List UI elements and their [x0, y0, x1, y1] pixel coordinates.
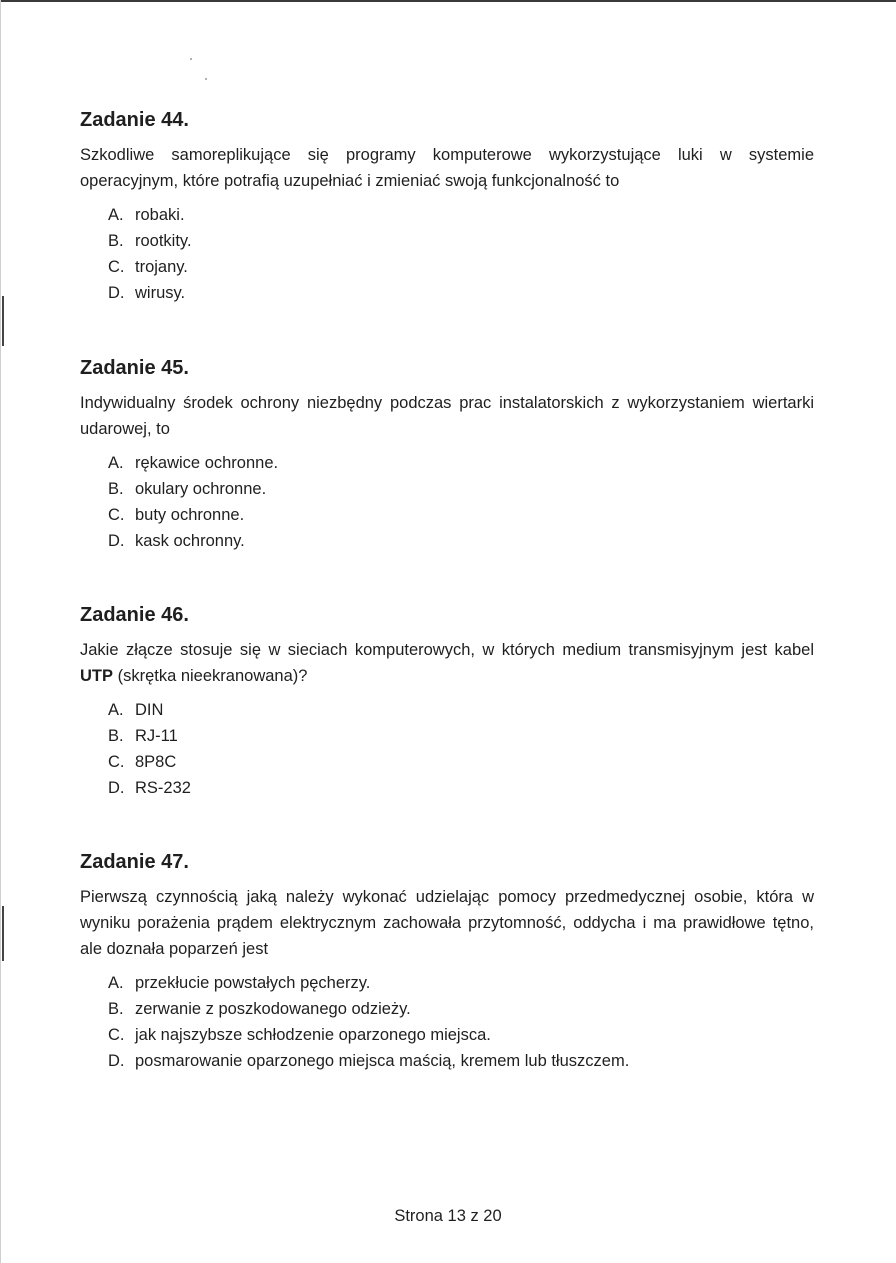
- answer-option-c: [108, 749, 814, 775]
- option-letter: A.: [108, 454, 124, 472]
- option-letter: B.: [108, 727, 124, 745]
- exam-page: [80, 108, 814, 1074]
- task-question: Indywidualny środek ochrony niezbędny podczas prac instalatorskich z wykorzystaniem wiertarki udarowej, to: [80, 394, 814, 438]
- answer-options: [80, 202, 814, 306]
- option-text: 8P8C: [135, 753, 177, 771]
- answer-options: [80, 697, 814, 801]
- option-letter: A.: [108, 974, 124, 992]
- question-text: Jakie złącze stosuje się w sieciach komputerowych, w których medium transmisyjnym jest kabel: [80, 641, 814, 659]
- option-letter: D.: [108, 779, 125, 797]
- option-letter: B.: [108, 232, 124, 250]
- option-text: wirusy.: [135, 284, 186, 302]
- option-letter: A.: [108, 206, 124, 224]
- option-letter: C.: [108, 258, 125, 276]
- answer-option-a: [108, 970, 814, 996]
- option-text: zerwanie z poszkodowanego odzieży.: [135, 1000, 411, 1018]
- task-title: Zadanie 47.: [80, 851, 189, 873]
- task-question: [80, 637, 814, 689]
- option-text: jak najszybsze schłodzenie oparzonego miejsca.: [135, 1026, 491, 1044]
- question-text: (skrętka nieekranowana)?: [113, 667, 308, 685]
- option-letter: B.: [108, 480, 124, 498]
- question-bold-term: UTP: [80, 667, 113, 685]
- task-46: [80, 603, 814, 850]
- answer-option-b: [108, 723, 814, 749]
- option-letter: A.: [108, 701, 124, 719]
- option-text: robaki.: [135, 206, 185, 224]
- option-letter: D.: [108, 1052, 125, 1070]
- task-title: Zadanie 46.: [80, 604, 189, 626]
- option-letter: B.: [108, 1000, 124, 1018]
- task-title: Zadanie 45.: [80, 357, 189, 379]
- task-44: [80, 108, 814, 356]
- option-text: buty ochronne.: [135, 506, 245, 524]
- option-text: rootkity.: [135, 232, 192, 250]
- option-letter: D.: [108, 284, 125, 302]
- option-text: kask ochronny.: [135, 532, 245, 550]
- scan-speck: [190, 58, 192, 60]
- option-text: RJ-11: [135, 727, 178, 745]
- option-letter: D.: [108, 532, 125, 550]
- task-question: Szkodliwe samoreplikujące się programy komputerowe wykorzystujące luki w systemie operacyjnym, które potrafią uzupełniać i zmieniać swoją funkcjonalność to: [80, 146, 814, 190]
- scan-mark-lower: [2, 906, 4, 961]
- answer-option-a: [108, 697, 814, 723]
- page-top-border: [0, 0, 896, 2]
- option-text: DIN: [135, 701, 164, 719]
- answer-options: [80, 970, 814, 1074]
- answer-option-d: [108, 528, 814, 554]
- option-text: rękawice ochronne.: [135, 454, 279, 472]
- option-text: RS-232: [135, 779, 191, 797]
- answer-option-b: [108, 476, 814, 502]
- option-letter: C.: [108, 753, 125, 771]
- option-text: posmarowanie oparzonego miejsca maścią, kremem lub tłuszczem.: [135, 1052, 630, 1070]
- answer-option-d: [108, 1048, 814, 1074]
- answer-option-a: [108, 450, 814, 476]
- option-letter: C.: [108, 506, 125, 524]
- answer-option-b: [108, 228, 814, 254]
- option-text: przekłucie powstałych pęcherzy.: [135, 974, 371, 992]
- option-text: okulary ochronne.: [135, 480, 267, 498]
- task-title: Zadanie 44.: [80, 109, 189, 131]
- option-letter: C.: [108, 1026, 125, 1044]
- answer-options: [80, 450, 814, 554]
- answer-option-d: [108, 775, 814, 801]
- answer-option-b: [108, 996, 814, 1022]
- answer-option-d: [108, 280, 814, 306]
- answer-option-c: [108, 1022, 814, 1048]
- answer-option-c: [108, 254, 814, 280]
- answer-option-c: [108, 502, 814, 528]
- answer-option-a: [108, 202, 814, 228]
- scan-mark-upper: [2, 296, 4, 346]
- task-47: [80, 850, 814, 1074]
- page-number: Strona 13 z 20: [394, 1207, 502, 1225]
- page-left-edge: [0, 0, 1, 1263]
- task-question: Pierwszą czynnością jaką należy wykonać udzielając pomocy przedmedycznej osobie, która w wyniku porażenia prądem elektrycznym zachowała przytomność, oddycha i ma prawidłowe tętno, ale doznała poparzeń jest: [80, 888, 814, 958]
- option-text: trojany.: [135, 258, 188, 276]
- scan-speck: [205, 78, 207, 80]
- task-45: [80, 356, 814, 603]
